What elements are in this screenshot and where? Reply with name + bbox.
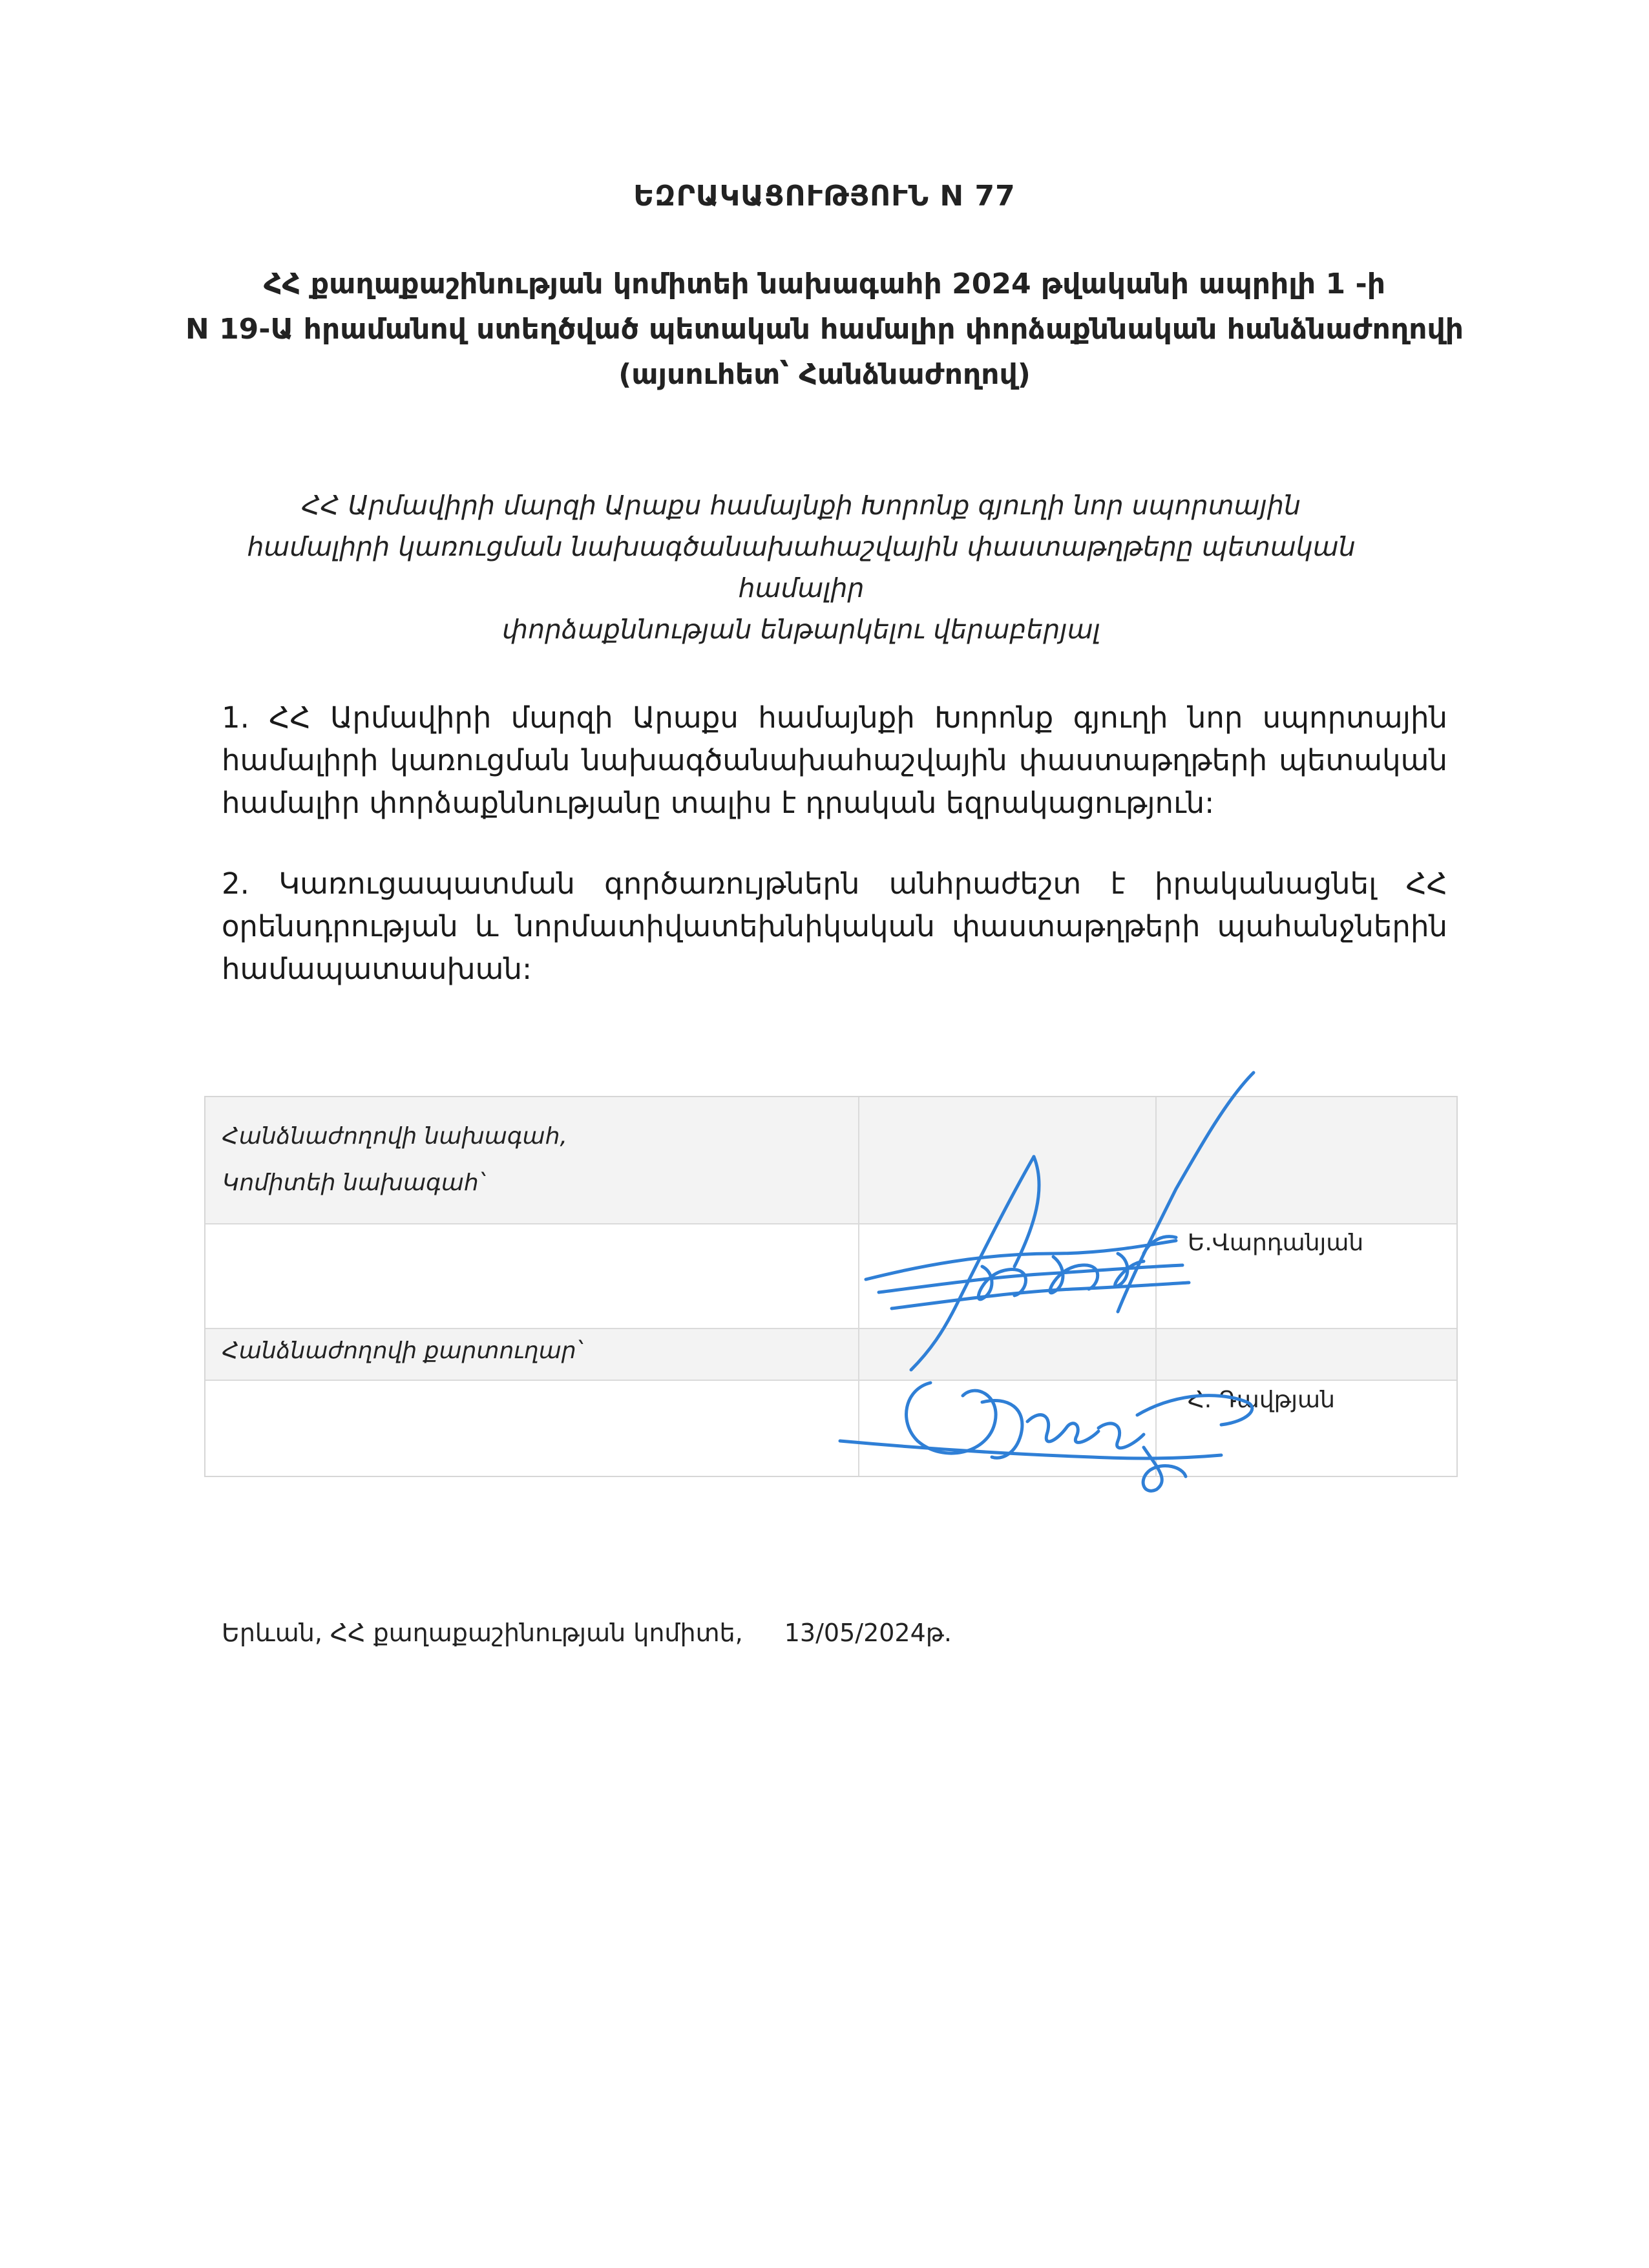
secretary-name: Հ. Դավթյան <box>1188 1387 1335 1413</box>
subject-block <box>220 485 1383 650</box>
subject-line: ՀՀ Արմավիրի մարզի Արաքս համայնքի Խորոնք գյուղի նոր սպորտային <box>302 490 1301 521</box>
document-subtitle <box>0 262 1649 397</box>
secretary-signature <box>834 1344 1286 1499</box>
footer-place: Երևան, ՀՀ քաղաքաշինության կոմիտե, <box>222 1619 743 1647</box>
subtitle-line: (այսուհետ՝ Հանձնաժողով) <box>618 358 1031 391</box>
chair-name: Ե.Վարդանյան <box>1188 1230 1364 1256</box>
secretary-role: Հանձնաժողովի քարտուղար՝ <box>222 1338 582 1364</box>
subject-line: փորձաքննության ենթարկելու վերաբերյալ <box>502 614 1100 645</box>
footer-date: 13/05/2024թ. <box>784 1619 952 1647</box>
chair-role-line1: Հանձնաժողովի նախագահ, <box>222 1123 567 1150</box>
subject-line: համալիրի կառուցման նախագծանախահաշվային փաստաթղթերը պետական համալիր <box>247 531 1356 604</box>
document-title: ԵԶՐԱԿԱՑՈՒԹՅՈՒՆ N 77 <box>633 180 1016 213</box>
paragraph-1: 1. ՀՀ Արմավիրի մարզի Արաքս համայնքի Խորոնք գյուղի նոր սպորտային համալիրի կառուցման նախագծանախահաշվային փաստաթղթերի պետական համալիր փորձաքննությանը տալիս է դրական եզրակացություն: <box>222 700 1447 820</box>
chair-role-line2: Կոմիտեի նախագահ՝ <box>222 1170 485 1196</box>
paragraph-2: 2. Կառուցապատման գործառույթներն անհրաժեշտ է իրականացնել ՀՀ օրենսդրության և նորմատիվատեխնիկական փաստաթղթերի պահանջներին համապատասխան: <box>222 866 1447 986</box>
subtitle-line: ՀՀ քաղաքաշինության կոմիտեի նախագահի 2024 թվականի ապրիլի 1 -ի <box>264 268 1385 300</box>
footer <box>222 1619 952 1647</box>
subtitle-line: N 19-Ա հրամանով ստեղծված պետական համալիր փորձաքննական հանձնաժողովի <box>185 313 1464 346</box>
